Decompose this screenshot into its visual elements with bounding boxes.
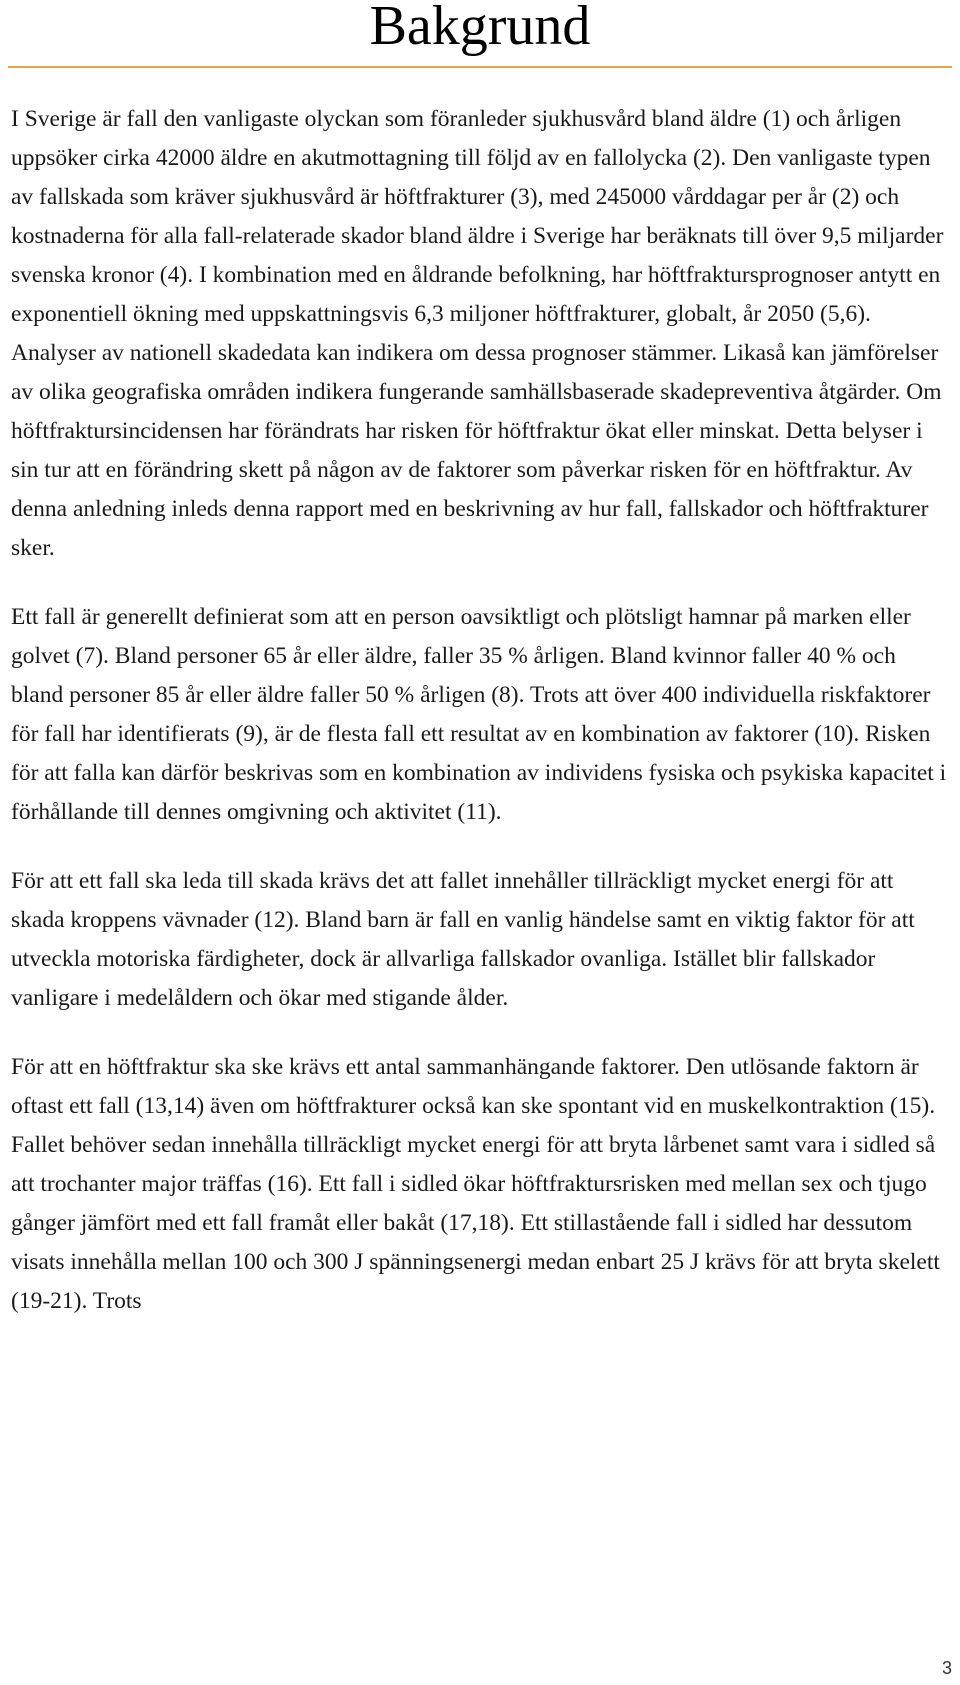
title-divider — [8, 66, 952, 68]
document-body — [11, 100, 951, 1351]
paragraph-3: För att ett fall ska leda till skada krävs det att fallet innehåller tillräckligt mycket energi för att skada kroppens vävnader (12). Bland barn är fall en vanlig händelse samt en viktig faktor för att utveckla motoriska färdigheter, dock är allvarliga fallskador ovanliga. Istället blir fallskador vanligare i medelåldern och ökar med stigande ålder. — [11, 868, 915, 1011]
paragraph-2: Ett fall är generellt definierat som att en person oavsiktligt och plötsligt hamnar på marken eller golvet (7). Bland personer 65 år eller äldre, faller 35 % årligen. Bland kvinnor faller 40 % och bland personer 85 år eller äldre faller 50 % årligen (8). Trots att över 400 individuella riskfaktorer för fall har identifierats (9), är de flesta fall ett resultat av en kombination av faktorer (10). Risken för att falla kan därför beskrivas som en kombination av individens fysiska och psykiska kapacitet i förhållande till dennes omgivning och aktivitet (11). — [11, 604, 947, 825]
page-title: Bakgrund — [369, 0, 591, 57]
page-number: 3 — [941, 1658, 952, 1678]
paragraph-1: I Sverige är fall den vanligaste olyckan som föranleder sjukhusvård bland äldre (1) och årligen uppsöker cirka 42000 äldre en akutmottagning till följd av en fallolycka (2). Den vanligaste typen av fallskada som kräver sjukhusvård är höftfrakturer (3), med 245000 vårddagar per år (2) och kostnaderna för alla fall-relaterade skador bland äldre i Sverige har beräknats till över 9,5 miljarder svenska kronor (4). I kombination med en åldrande befolkning, har höftfraktursprognoser antytt en exponentiell ökning med uppskattningsvis 6,3 miljoner höftfrakturer, globalt, år 2050 (5,6). Analyser av nationell skadedata kan indikera om dessa prognoser stämmer. Likaså kan jämförelser av olika geografiska områden indikera fungerande samhällsbaserade skadepreventiva åtgärder. Om höftfraktursincidensen har förändrats har risken för höftfraktur ökat eller minskat. Detta belyser i sin tur att en förändring skett på någon av de faktorer som påverkar risken för en höftfraktur. Av denna anledning inleds denna rapport med en beskrivning av hur fall, fallskador och höftfrakturer sker. — [11, 106, 944, 561]
paragraph-4: För att en höftfraktur ska ske krävs ett antal sammanhängande faktorer. Den utlösande faktorn är oftast ett fall (13,14) även om höftfrakturer också kan ske spontant vid en muskelkontraktion (15). Fallet behöver sedan innehålla tillräckligt mycket energi för att bryta lårbenet samt vara i sidled så att trochanter major träffas (16). Ett fall i sidled ökar höftfraktursrisken med mellan sex och tjugo gånger jämfört med ett fall framåt eller bakåt (17,18). Ett stillastående fall i sidled har dessutom visats innehålla mellan 100 och 300 J spänningsenergi medan enbart 25 J krävs för att bryta skelett (19-21). Trots — [11, 1054, 940, 1314]
